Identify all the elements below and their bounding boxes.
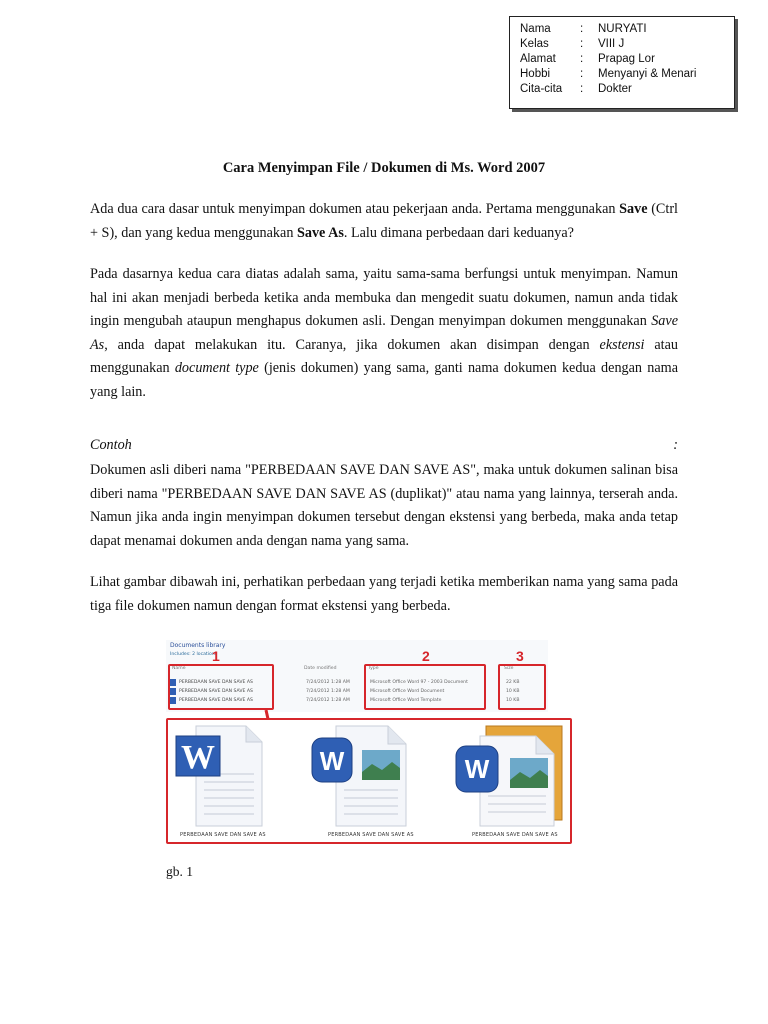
word-document-icon — [310, 724, 410, 828]
icons-panel — [166, 718, 572, 844]
italic-ekstensi: ekstensi — [599, 336, 645, 353]
highlight-type-column — [364, 664, 486, 710]
icon-caption: PERBEDAAN SAVE DAN SAVE AS — [472, 832, 558, 838]
text: (Ctrl + S), dan yang kedua menggunakan — [90, 201, 678, 241]
contoh-label: Contoh — [90, 437, 132, 453]
paragraph-figure-intro: Lihat gambar dibawah ini, perhatikan perbedaan yang terjadi ketika memberikan nama yang sama pada tiga file dokumen namun dengan format ekstensi yang berbeda. — [90, 574, 678, 614]
identity-colon: : — [580, 23, 584, 35]
identity-row-cita-cita — [520, 82, 734, 97]
paragraph-example: Dokumen asli diberi nama "PERBEDAAN SAVE DAN SAVE AS", maka untuk dokumen salinan bisa diberi nama "PERBEDAAN SAVE DAN SAVE AS (duplikat)" atau nama yang lainnya, terserah anda. Namun jika anda ingin menyimpan dokumen tersebut dengan ekstensi yang berbeda, maka anda tetap dapat menamai dokumen anda dengan nama yang sama. — [90, 462, 678, 549]
file-type: Microsoft Office Word Document — [370, 689, 445, 694]
file-size: 10 KB — [506, 689, 520, 694]
document-title: Cara Menyimpan File / Dokumen di Ms. Word 2007 — [222, 160, 546, 176]
text: , anda dapat melakukan itu. Caranya, jika dokumen akan disimpan dengan — [104, 336, 600, 353]
explorer-title: Documents library — [170, 642, 226, 649]
identity-value: Dokter — [598, 83, 632, 95]
identity-colon: : — [580, 53, 584, 65]
text: . Lalu dimana perbedaan dari keduanya? — [343, 224, 574, 241]
identity-row-alamat — [520, 52, 734, 67]
text: atau menggunakan — [90, 336, 678, 376]
identity-label: Hobbi — [520, 68, 551, 80]
identity-colon: : — [580, 83, 584, 95]
contoh-heading — [90, 437, 678, 454]
identity-value: NURYATI — [598, 23, 647, 35]
identity-value: VIII J — [598, 38, 625, 50]
word-template-icon — [452, 720, 572, 830]
identity-row-nama — [520, 22, 734, 37]
file-type: Microsoft Office Word 97 - 2003 Document — [370, 680, 468, 685]
contoh-colon: : — [673, 437, 678, 453]
text: Pada dasarnya kedua cara diatas adalah sama, yaitu sama-sama berfungsi untuk menyimpan. Namun hal ini akan menjadi berbeda ketika anda membuka dan mengedit suatu dokumen, namun anda tidak ingin mengubah ataupun menghapus dokumen asli. Dengan menyimpan dokumen menggunakan — [90, 266, 678, 329]
column-name: Name — [172, 666, 186, 671]
file-size: 10 KB — [506, 698, 520, 703]
column-type: Type — [368, 666, 379, 671]
identity-label: Cita-cita — [520, 83, 563, 95]
figure-screenshot — [166, 640, 576, 846]
identity-row-kelas — [520, 37, 734, 52]
column-date: Date modified — [304, 666, 337, 671]
svg-text:W: W — [464, 754, 490, 784]
identity-value: Prapag Lor — [598, 53, 655, 65]
file-type: Microsoft Office Word Template — [370, 698, 442, 703]
italic-save-as: Save As — [90, 313, 678, 353]
explorer-includes: Includes: 2 locations — [170, 652, 218, 657]
paragraph-intro — [90, 198, 678, 245]
identity-box — [509, 16, 735, 109]
svg-text:W: W — [181, 739, 215, 776]
file-date: 7/24/2012 1:28 AM — [306, 680, 350, 685]
file-date: 7/24/2012 1:28 AM — [306, 698, 350, 703]
highlight-size-column — [498, 664, 546, 710]
text: Ada dua cara dasar untuk menyimpan dokumen atau pekerjaan anda. Pertama menggunakan — [90, 201, 620, 217]
file-size: 22 KB — [506, 680, 520, 685]
identity-label: Nama — [520, 23, 551, 35]
svg-text:W: W — [319, 746, 345, 776]
text: (jenis dokumen) yang sama, ganti nama dokumen kedua dengan nama yang lain. — [90, 360, 678, 400]
identity-label: Kelas — [520, 38, 549, 50]
identity-label: Alamat — [520, 53, 556, 65]
bold-save-as: Save As — [296, 224, 344, 241]
marker-3: 3 — [516, 648, 524, 664]
icon-caption: PERBEDAAN SAVE DAN SAVE AS — [180, 832, 266, 838]
column-size: Size — [504, 666, 514, 671]
highlight-name-column — [168, 664, 274, 710]
file-name: PERBEDAAN SAVE DAN SAVE AS — [179, 698, 253, 703]
file-name: PERBEDAAN SAVE DAN SAVE AS — [179, 689, 253, 694]
marker-2: 2 — [422, 648, 430, 664]
bold-save: Save — [619, 201, 648, 217]
identity-colon: : — [580, 68, 584, 80]
marker-1: 1 — [212, 648, 220, 664]
word-97-document-icon — [174, 724, 264, 828]
identity-colon: : — [580, 38, 584, 50]
explorer-window — [166, 640, 548, 712]
italic-document-type: document type — [174, 360, 259, 376]
identity-value: Menyanyi & Menari — [598, 68, 697, 80]
icon-caption: PERBEDAAN SAVE DAN SAVE AS — [328, 832, 414, 838]
file-date: 7/24/2012 1:28 AM — [306, 689, 350, 694]
figure-caption: gb. 1 — [166, 864, 193, 879]
identity-row-hobbi — [520, 67, 734, 82]
paragraph-explanation — [90, 263, 678, 404]
file-name: PERBEDAAN SAVE DAN SAVE AS — [179, 680, 253, 685]
